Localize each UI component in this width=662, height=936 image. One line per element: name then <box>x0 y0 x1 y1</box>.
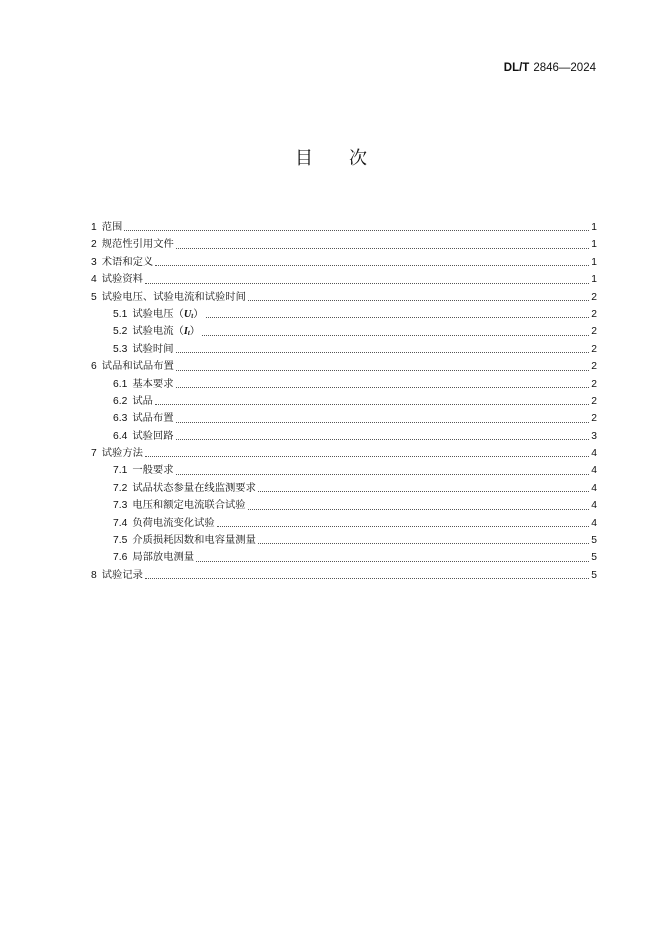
toc-page-number: 5 <box>591 569 597 581</box>
toc-entry-title <box>132 462 173 479</box>
standard-number: 2846—2024 <box>533 62 596 74</box>
toc-dot-leader <box>155 403 589 405</box>
toc-entry-title <box>102 289 246 306</box>
toc-entry-number: 6.2 <box>113 395 128 407</box>
toc-entry-title-text: 基本要求 <box>132 377 174 390</box>
toc-entry-number: 7.5 <box>113 535 128 547</box>
toc-dot-leader <box>145 455 589 457</box>
toc-entry[interactable] <box>91 323 597 340</box>
toc-entry-title-text: 试品和试品布置 <box>101 360 174 373</box>
toc-entry-title-suffix: ） <box>193 307 204 320</box>
toc-entry[interactable] <box>91 306 597 323</box>
toc-dot-leader <box>155 264 589 266</box>
toc-page-number: 1 <box>591 239 597 251</box>
toc-dot-leader <box>176 438 590 440</box>
toc-entry-title <box>132 480 256 497</box>
toc-dot-leader <box>206 316 590 318</box>
toc-dot-leader <box>176 386 590 388</box>
toc-page-number: 2 <box>591 395 597 407</box>
toc-entry[interactable] <box>91 219 597 236</box>
toc-entry-number: 7.1 <box>113 465 128 477</box>
toc-title: 目 次 <box>295 148 367 169</box>
toc-entry-title <box>132 410 173 427</box>
document-header <box>504 62 596 74</box>
toc-entry[interactable] <box>91 497 597 514</box>
toc-page-number: 5 <box>591 535 597 547</box>
toc-page-number: 5 <box>591 552 597 564</box>
toc-entry-title <box>102 254 153 271</box>
toc-page-number: 4 <box>591 500 597 512</box>
toc-entry-number: 4 <box>91 274 97 286</box>
toc-entry-title-text: 试验方法 <box>101 447 143 460</box>
toc-entry-title <box>132 428 173 445</box>
toc-entry[interactable] <box>91 358 597 375</box>
toc-entry-symbol-subscript: t <box>187 329 190 338</box>
toc-page-number: 4 <box>591 448 597 460</box>
toc-entry-title-text: 一般要求 <box>132 464 174 477</box>
toc-entry[interactable] <box>91 341 597 358</box>
toc-dot-leader <box>176 351 590 353</box>
toc-entry[interactable] <box>91 567 597 584</box>
toc-entry[interactable] <box>91 549 597 566</box>
toc-dot-leader <box>217 525 590 527</box>
toc-entry-title <box>132 376 173 393</box>
toc-entry-title-text: 试验电压、试验电流和试验时间 <box>101 290 246 303</box>
toc-dot-leader <box>258 490 589 492</box>
toc-page-number: 2 <box>591 413 597 425</box>
toc-page-number: 2 <box>591 326 597 338</box>
toc-entry-number: 8 <box>91 569 97 581</box>
toc-entry-title-text: 介质损耗因数和电容量测量 <box>132 534 256 547</box>
toc-entry-title <box>132 341 173 358</box>
toc-entry-number: 2 <box>91 239 97 251</box>
toc-entry-number: 3 <box>91 256 97 268</box>
toc-entry-title <box>102 219 123 236</box>
toc-entry-title-text: 负荷电流变化试验 <box>132 516 215 529</box>
toc-dot-leader <box>176 247 589 249</box>
toc-entry-title <box>132 497 245 514</box>
toc-entry-title <box>102 567 143 584</box>
toc-dot-leader <box>248 299 589 301</box>
toc-entry-title-text: 试验电压（ <box>132 307 184 320</box>
toc-entry-title <box>102 445 143 462</box>
toc-entry-title-text: 试验记录 <box>101 568 143 581</box>
toc-entry[interactable] <box>91 428 597 445</box>
toc-dot-leader <box>258 542 589 544</box>
toc-entry-title <box>132 532 256 549</box>
toc-entry-number: 5.2 <box>113 326 128 338</box>
toc-entry-number: 6.1 <box>113 378 128 390</box>
toc-entry-number: 7.6 <box>113 552 128 564</box>
toc-page-number: 2 <box>591 343 597 355</box>
toc-page-number: 2 <box>591 291 597 303</box>
toc-entry-title-text: 试验时间 <box>132 342 174 355</box>
standard-prefix: DL/T <box>503 62 530 74</box>
toc-entry-symbol: U <box>183 308 192 320</box>
toc-page-number: 2 <box>591 361 597 373</box>
toc-dot-leader <box>145 282 589 284</box>
toc-entry-title <box>102 358 174 375</box>
toc-entry[interactable] <box>91 236 597 253</box>
toc-entry-title <box>132 393 153 410</box>
toc-page-number: 2 <box>591 378 597 390</box>
toc-dot-leader <box>248 508 590 510</box>
toc-dot-leader <box>176 369 589 371</box>
toc-entry-number: 7.4 <box>113 517 128 529</box>
toc-entry-number: 7 <box>91 448 97 460</box>
toc-entry-number: 5.3 <box>113 343 128 355</box>
toc-entry[interactable] <box>91 462 597 479</box>
toc-page-number: 1 <box>591 256 597 268</box>
toc-page-number: 1 <box>591 222 597 233</box>
toc-entry-number: 7.2 <box>113 482 128 494</box>
toc-entry[interactable] <box>91 289 597 306</box>
toc-page-number: 4 <box>591 465 597 477</box>
toc-entry-title-suffix: ） <box>189 325 201 338</box>
toc-entry[interactable] <box>91 271 597 288</box>
toc-entry-title-text: 规范性引用文件 <box>101 238 174 251</box>
table-of-contents <box>91 219 597 584</box>
toc-dot-leader <box>196 560 589 562</box>
toc-entry-title <box>132 515 214 532</box>
toc-page-number: 2 <box>591 308 597 320</box>
toc-entry-title-text: 局部放电测量 <box>132 551 195 564</box>
toc-entry-title-text: 术语和定义 <box>101 255 154 268</box>
toc-dot-leader <box>176 473 590 475</box>
toc-entry-title-text: 试品状态参量在线监测要求 <box>132 481 256 494</box>
toc-entry-number: 7.3 <box>113 500 128 512</box>
toc-entry-title <box>102 271 143 288</box>
toc-dot-leader <box>124 229 589 231</box>
toc-entry[interactable] <box>91 480 597 497</box>
toc-entry-title-text: 试品布置 <box>132 412 174 425</box>
toc-page-number: 4 <box>591 482 597 494</box>
toc-entry-number: 6.4 <box>113 430 128 442</box>
toc-entry-number: 1 <box>91 222 97 233</box>
toc-entry-number: 6 <box>91 361 97 373</box>
toc-page-number: 1 <box>591 274 597 286</box>
toc-entry-title-text: 试验回路 <box>132 429 174 442</box>
toc-page-number: 3 <box>591 430 597 442</box>
toc-dot-leader <box>202 334 589 336</box>
toc-entry-title-text: 试品 <box>132 394 153 407</box>
toc-entry-number: 5 <box>91 291 97 303</box>
toc-entry-title <box>132 549 194 566</box>
toc-entry[interactable] <box>91 532 597 549</box>
toc-entry[interactable] <box>91 410 597 427</box>
toc-entry-title-text: 电压和额定电流联合试验 <box>132 499 246 512</box>
toc-entry[interactable] <box>91 376 597 393</box>
toc-entry[interactable] <box>91 515 597 532</box>
toc-page-number: 4 <box>591 517 597 529</box>
toc-entry[interactable] <box>91 254 597 271</box>
toc-dot-leader <box>145 577 589 579</box>
toc-entry-title-text: 试验电流（ <box>132 325 184 338</box>
toc-entry[interactable] <box>91 393 597 410</box>
toc-entry-symbol: I <box>183 326 188 338</box>
toc-entry-title <box>102 236 174 253</box>
toc-dot-leader <box>176 421 590 423</box>
toc-entry-number: 6.3 <box>113 413 128 425</box>
toc-entry-title-text: 试验资料 <box>101 273 143 286</box>
toc-entry-symbol-subscript: t <box>191 311 194 320</box>
toc-entry[interactable] <box>91 445 597 462</box>
toc-entry-number: 5.1 <box>113 308 128 320</box>
toc-entry-title-text: 范围 <box>101 221 123 233</box>
